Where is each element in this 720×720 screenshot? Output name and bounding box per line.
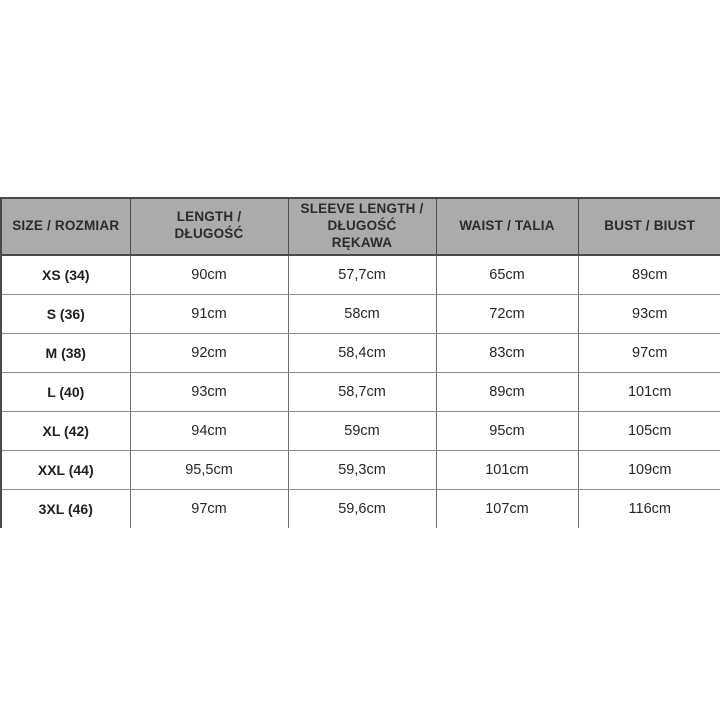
header-size: SIZE / ROZMIAR [1, 198, 130, 255]
cell-bust: 93cm [578, 294, 720, 333]
cell-sleeve: 59,6cm [288, 489, 436, 528]
cell-size: 3XL (46) [1, 489, 130, 528]
cell-length: 94cm [130, 411, 288, 450]
cell-sleeve: 59,3cm [288, 450, 436, 489]
cell-length: 95,5cm [130, 450, 288, 489]
table-row-s [1, 294, 720, 333]
table-row-xl [1, 411, 720, 450]
cell-bust: 109cm [578, 450, 720, 489]
cell-size: XXL (44) [1, 450, 130, 489]
cell-length: 97cm [130, 489, 288, 528]
cell-waist: 107cm [436, 489, 578, 528]
cell-size: L (40) [1, 372, 130, 411]
table-row-xxl [1, 450, 720, 489]
cell-waist: 89cm [436, 372, 578, 411]
table-row-m [1, 333, 720, 372]
header-length: LENGTH / DŁUGOŚĆ [130, 198, 288, 255]
size-chart-header-row [1, 198, 720, 255]
cell-length: 93cm [130, 372, 288, 411]
cell-bust: 105cm [578, 411, 720, 450]
cell-bust: 116cm [578, 489, 720, 528]
header-sleeve-length: SLEEVE LENGTH / DŁUGOŚĆ RĘKAWA [288, 198, 436, 255]
table-row-3xl [1, 489, 720, 528]
cell-length: 92cm [130, 333, 288, 372]
cell-sleeve: 57,7cm [288, 255, 436, 295]
header-bust: BUST / BIUST [578, 198, 720, 255]
cell-waist: 101cm [436, 450, 578, 489]
cell-sleeve: 58,4cm [288, 333, 436, 372]
table-row-l [1, 372, 720, 411]
size-chart-table [0, 197, 720, 528]
cell-waist: 83cm [436, 333, 578, 372]
header-waist: WAIST / TALIA [436, 198, 578, 255]
cell-sleeve: 58,7cm [288, 372, 436, 411]
cell-length: 90cm [130, 255, 288, 295]
cell-waist: 65cm [436, 255, 578, 295]
cell-sleeve: 58cm [288, 294, 436, 333]
cell-bust: 89cm [578, 255, 720, 295]
cell-size: M (38) [1, 333, 130, 372]
cell-bust: 101cm [578, 372, 720, 411]
cell-size: XL (42) [1, 411, 130, 450]
table-row-xs [1, 255, 720, 295]
cell-size: XS (34) [1, 255, 130, 295]
cell-waist: 95cm [436, 411, 578, 450]
cell-waist: 72cm [436, 294, 578, 333]
cell-bust: 97cm [578, 333, 720, 372]
cell-length: 91cm [130, 294, 288, 333]
cell-size: S (36) [1, 294, 130, 333]
cell-sleeve: 59cm [288, 411, 436, 450]
